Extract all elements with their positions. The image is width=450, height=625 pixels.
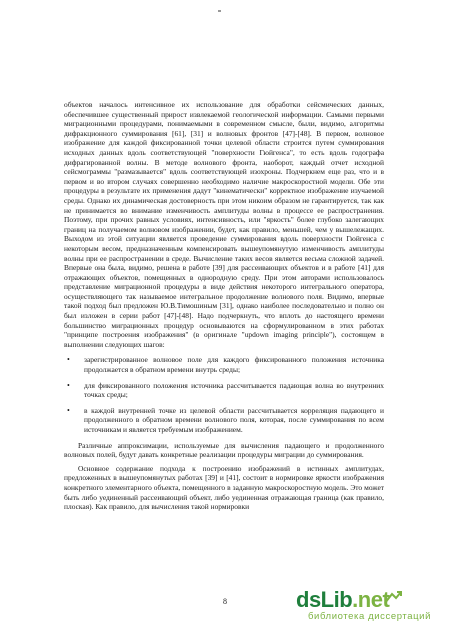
page-number: 8 xyxy=(223,597,227,606)
steps-list xyxy=(64,355,384,434)
bullet-icon: • xyxy=(67,405,70,415)
paragraph-3: Основное содержание подхода к построению изображений в истинных амплитудах, предложенных в вышеупомянутых работах [39] и [41], состоит в нормировке яркости изображения конкретного элементарного объекта, помещенного в заданную макроскоростную модель. Это может быть либо уединенный рассеивающий объект, либо уединенная отражающая граница (как правило, плоская). Как правило, для вычисления такой нормировки xyxy=(64,463,384,512)
list-item xyxy=(64,406,384,435)
logo-suffix: .net xyxy=(352,587,390,612)
watermark-subtitle: библиотека диссертаций xyxy=(308,611,431,622)
list-item xyxy=(64,355,384,374)
bullet-icon: • xyxy=(67,355,70,365)
list-item-text: зарегистрированное волновое поле для каждого фиксированного положения источника продолжается в обратном времени внутрь среды; xyxy=(84,355,384,375)
paragraph-1: объектов началось интенсивное их использование для обработки сейсмических данных, обеспечившее существенный прирост извлекаемой геологической информации. Самыми первыми миграционными процедурами, понимаемыми в современном смысле, были, видимо, алгоритмы дифракционного суммирования [61], [31] и волновых фронтов [47]-[48]. В первом, волновое изображение для каждой фиксированной точки целевой области строится путем суммирования исходных данных вдоль соответствующей "поверхности Гюйгенса", то есть вдоль годографа дифрагированной волны. В методе волнового фронта, наоборот, каждый отчет исходной сейсмограммы "размазывается" вдоль соответствующей изохроны. Подчеркнем еще раз, что и в первом и во втором случаях совершенно необходимо наличие макроскоростной модели. Обе эти процедуры в результате их применения дадут "кинематически" корректное изображение изучаемой среды. Однако их динамическая достоверность при этом никоим образом не гарантируется, так как не принимается во внимание изменчивость амплитуды волны в процессе ее распространения. Поэтому, при прочих равных условиях, интенсивность, или "яркость" более глубоко залегающих границ на получаемом волновом изображении, будет, как правило, меньшей, чем у вышележащих. Выходом из этой ситуации является проведение суммирования вдоль поверхности Гюйгенса с некоторым весом, предназначенным компенсировать вышеупомянутую изменчивость амплитуды волны при ее распространении в среде. Вычисление таких весов является весьма сложной задачей. Впервые она была, видимо, решена в работе [39] для рассеивающих объектов и в работе [41] для отражающих объектов, помещенных в однородную среду. При этом авторами использовалось представление миграционной процедуры в виде действия некоторого интегрального оператора, осуществляющего так называемое интегральное продолжение волнового поля. Видимо, впервые такой подход был предложен Ю.В.Тимошиным [31], однако наиболее последовательно и полно он был изложен в серии работ [47]-[48]. Надо подчеркнуть, что вплоть до настоящего времени большинство миграционных процедур основываются на сформулированном в этих работах "принципе построения изображения" (в оригинале "updown imaging principle"), состоящем в выполнении следующих шагов: xyxy=(64,100,384,349)
list-item xyxy=(64,381,384,400)
list-item-text: в каждой внутренней точке из целевой области рассчитывается корреляция падающего и продолженного в обратном времени волнового поля, которая, после суммирования по всем источникам и является требуемым изображением. xyxy=(84,405,384,434)
dslib-watermark[interactable] xyxy=(296,585,446,623)
scan-mark xyxy=(218,10,221,12)
watermark-logo xyxy=(296,587,389,613)
list-item-text: для фиксированного положения источника рассчитывается падающая волна во внутренних точках среды; xyxy=(84,380,384,400)
arrow-icon xyxy=(384,591,402,605)
body-text xyxy=(64,100,384,512)
bullet-icon: • xyxy=(67,380,70,390)
logo-prefix: dsLib xyxy=(296,587,353,612)
paragraph-2: Различные аппроксимации, используемые для вычисления падающего и продолженного волновых полей, будут давать конкретные реализации процедуры миграции до суммирования. xyxy=(64,440,384,460)
